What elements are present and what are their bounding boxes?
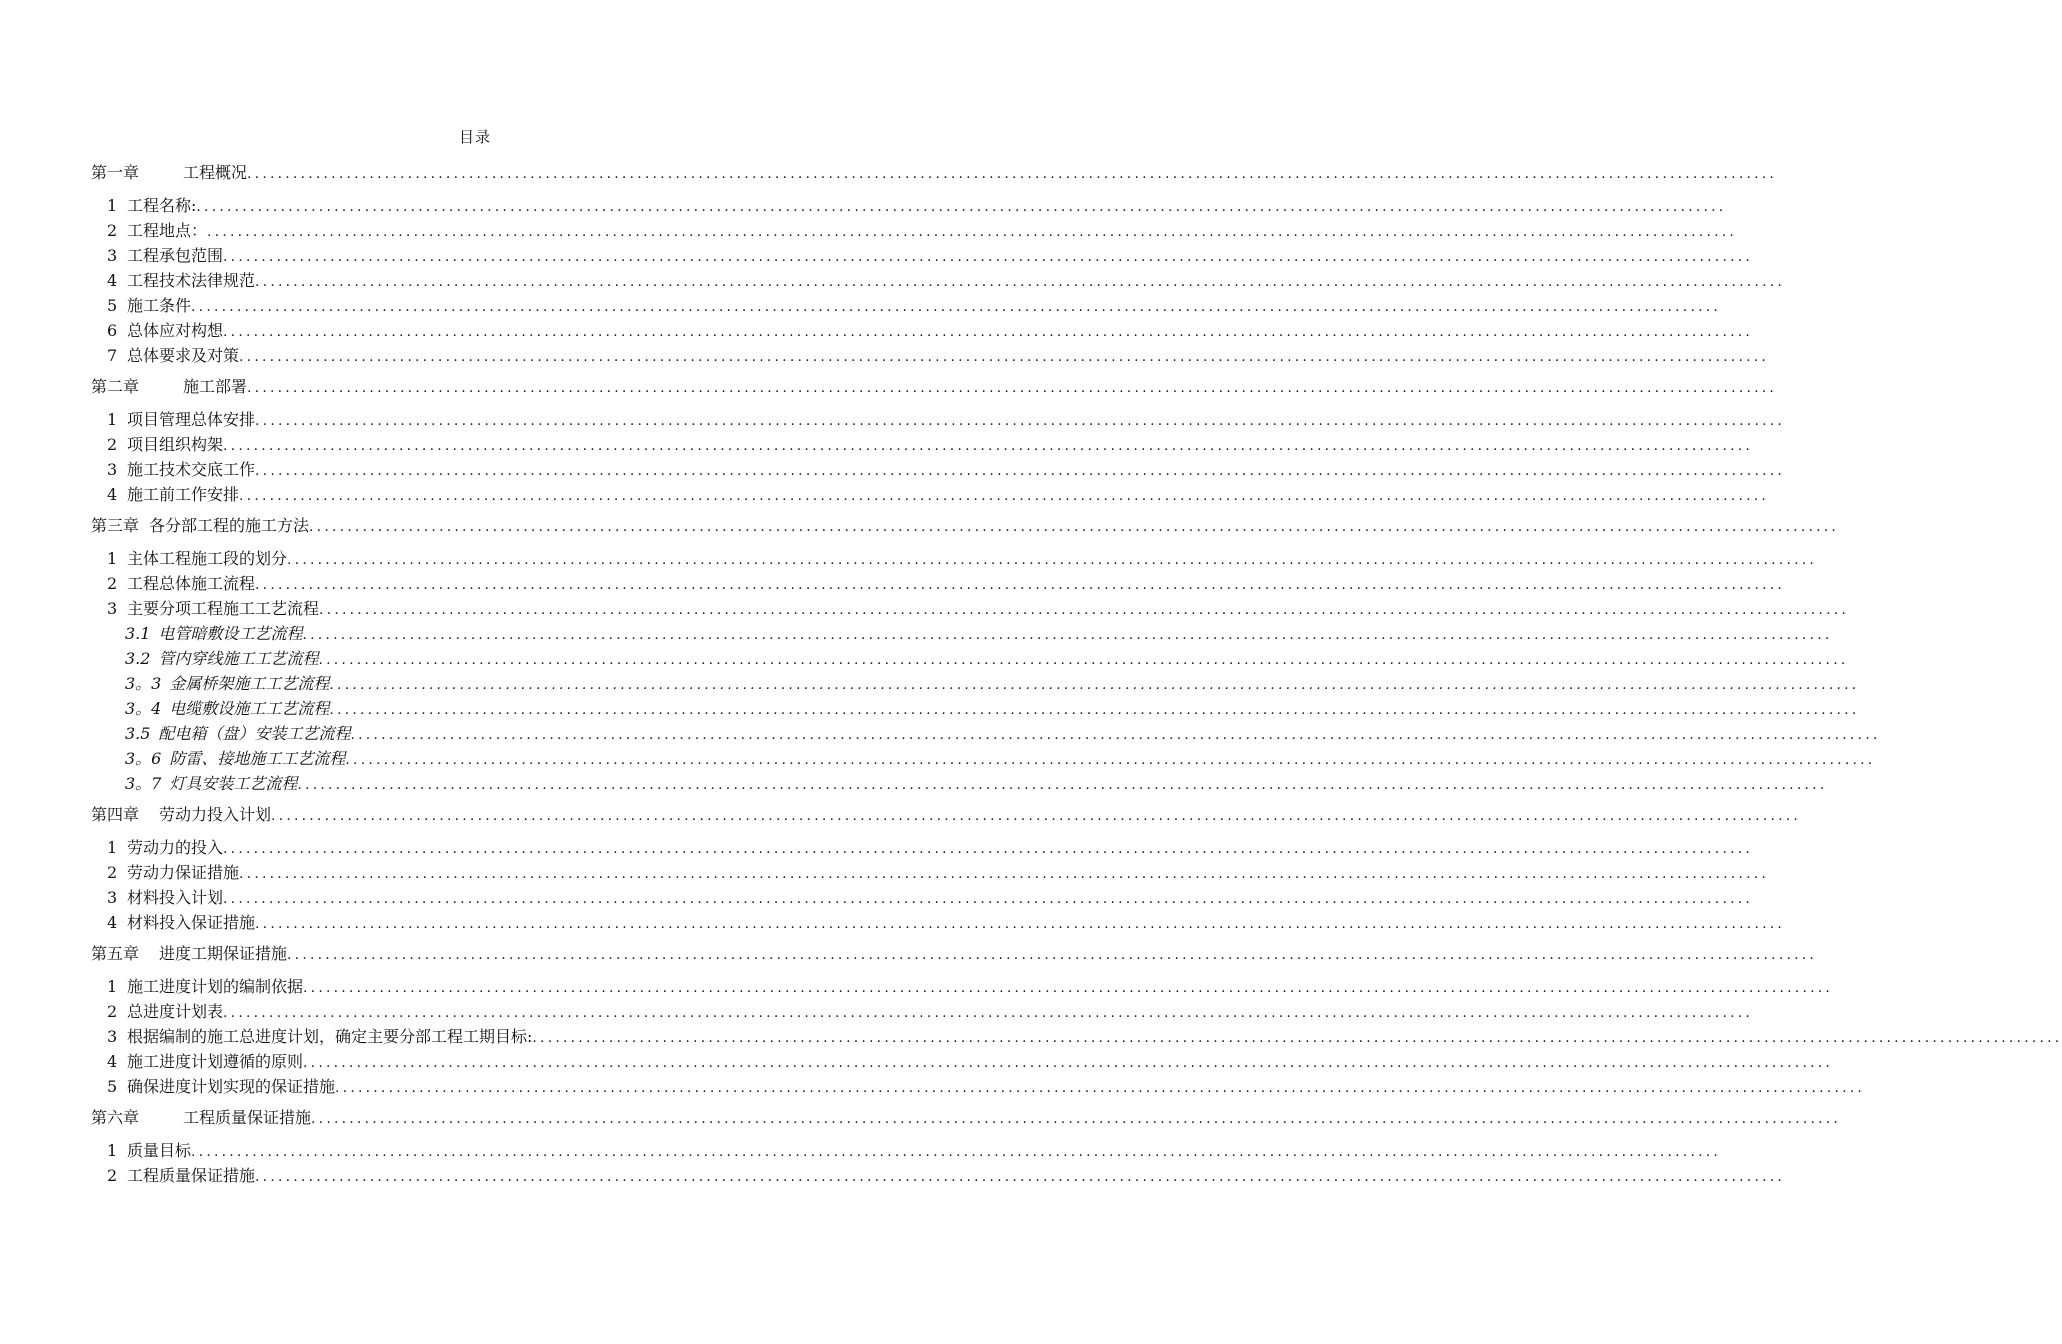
chapter-number: 第三章 xyxy=(91,516,140,535)
dot-leader: ........................................................................................................................................................................................................ xyxy=(255,274,1786,290)
toc-entry-label xyxy=(91,374,247,399)
section-number: 1 xyxy=(107,838,118,857)
dot-leader: ........................................................................................................................................................................................................ xyxy=(255,1169,1786,1185)
toc-entry-label xyxy=(107,999,223,1024)
chapter-title: 进度工期保证措施 xyxy=(159,944,288,963)
toc-title: 目录 xyxy=(458,128,491,146)
dot-leader: ........................................................................................................................................................................................................ xyxy=(319,602,1850,618)
toc-entry-label xyxy=(107,835,223,860)
dot-leader: ........................................................................................................................................................................................................ xyxy=(311,1111,1842,1127)
toc-entry-label xyxy=(91,160,247,185)
chapter-title: 工程质量保证措施 xyxy=(183,1108,312,1127)
dot-leader: ........................................................................................................................................................................................................ xyxy=(223,1005,1754,1021)
section-title: 电缆敷设施工工艺流程 xyxy=(169,699,330,718)
section-title: 材料投入计划 xyxy=(127,888,224,907)
dot-leader: ........................................................................................................................................................................................................ xyxy=(271,808,1802,824)
section-number: 3 xyxy=(107,1027,118,1046)
toc-entry-label xyxy=(107,1074,335,1099)
toc-section-entry[interactable] xyxy=(91,835,1754,860)
section-number: 3。4 xyxy=(125,699,162,718)
section-number: 2 xyxy=(107,1166,118,1185)
toc-chapter-entry[interactable] xyxy=(91,941,1818,966)
section-title: 根据编制的施工总进度计划，确定主要分部工程工期目标: xyxy=(127,1027,533,1046)
toc-section-entry[interactable] xyxy=(91,193,1727,218)
section-number: 3.5 xyxy=(125,724,151,743)
section-title: 总进度计划表 xyxy=(127,1002,224,1021)
toc-entry-label xyxy=(107,193,196,218)
section-number: 3。6 xyxy=(125,749,162,768)
dot-leader: ........................................................................................................................................................................................................ xyxy=(345,752,1876,768)
toc-section-entry[interactable] xyxy=(91,1163,1786,1188)
section-number: 1 xyxy=(107,196,118,215)
section-title: 施工进度计划的编制依据 xyxy=(127,977,304,996)
toc-section-entry[interactable] xyxy=(91,571,1786,596)
chapter-title: 劳动力投入计划 xyxy=(159,805,272,824)
toc-section-entry[interactable] xyxy=(91,860,1770,885)
toc-section-entry[interactable] xyxy=(91,343,1770,368)
dot-leader: ........................................................................................................................................................................................................ xyxy=(223,249,1754,265)
toc-entry-label xyxy=(107,1024,532,1049)
toc-subsection-entry[interactable] xyxy=(91,771,1828,796)
toc-entry-label xyxy=(107,218,207,243)
dot-leader: ........................................................................................................................................................................................................ xyxy=(239,349,1770,365)
toc-entry-label xyxy=(107,974,303,999)
chapter-number: 第四章 xyxy=(91,805,140,824)
toc-section-entry[interactable] xyxy=(91,318,1754,343)
toc-entry-label xyxy=(107,243,223,268)
chapter-number: 第一章 xyxy=(91,163,140,182)
section-title: 项目组织构架 xyxy=(127,435,224,454)
section-title: 配电箱（盘）安装工艺流程 xyxy=(158,724,351,743)
section-title: 电管暗敷设工艺流程 xyxy=(158,624,303,643)
section-number: 2 xyxy=(107,435,118,454)
toc-subsection-entry[interactable] xyxy=(91,621,1833,646)
section-title: 工程技术法律规范 xyxy=(127,271,256,290)
section-number: 3 xyxy=(107,888,118,907)
toc-entry-label xyxy=(125,646,318,671)
toc-subsection-entry[interactable] xyxy=(91,646,1849,671)
dot-leader: ........................................................................................................................................................................................................ xyxy=(255,463,1786,479)
section-number: 4 xyxy=(107,485,118,504)
section-title: 工程总体施工流程 xyxy=(127,574,256,593)
section-number: 4 xyxy=(107,1052,118,1071)
toc-entry-label xyxy=(125,746,345,771)
dot-leader: ........................................................................................................................................................................................................ xyxy=(287,947,1818,963)
toc-entry-label xyxy=(107,432,223,457)
chapter-number: 第二章 xyxy=(91,377,140,396)
toc-entry-label xyxy=(107,1138,191,1163)
dot-leader: ........................................................................................................................................................................................................ xyxy=(196,199,1727,215)
section-title: 工程地点： xyxy=(127,221,208,240)
toc-section-entry[interactable] xyxy=(91,243,1754,268)
section-title: 主体工程施工段的划分 xyxy=(127,549,288,568)
toc-entry-label xyxy=(107,318,223,343)
section-number: 3.2 xyxy=(125,649,151,668)
toc-entry-label xyxy=(91,802,271,827)
dot-leader: ........................................................................................................................................................................................................ xyxy=(191,299,1722,315)
toc-subsection-entry[interactable] xyxy=(91,746,1876,771)
toc-entry-label xyxy=(107,457,255,482)
section-title: 工程名称: xyxy=(127,196,197,215)
section-title: 灯具安装工艺流程 xyxy=(169,774,298,793)
dot-leader: ........................................................................................................................................................................................................ xyxy=(309,519,1840,535)
section-title: 材料投入保证措施 xyxy=(127,913,256,932)
dot-leader: ........................................................................................................................................................................................................ xyxy=(297,777,1828,793)
section-title: 施工前工作安排 xyxy=(127,485,240,504)
toc-entry-label xyxy=(91,513,309,538)
section-number: 5 xyxy=(107,1077,118,1096)
section-number: 4 xyxy=(107,271,118,290)
dot-leader: ........................................................................................................................................................................................................ xyxy=(287,552,1818,568)
toc-section-entry[interactable] xyxy=(91,407,1786,432)
dot-leader: ........................................................................................................................................................................................................ xyxy=(223,438,1754,454)
chapter-title: 各分部工程的施工方法 xyxy=(149,516,310,535)
toc-entry-label xyxy=(125,696,329,721)
section-number: 3.1 xyxy=(125,624,151,643)
section-title: 总体应对构想 xyxy=(127,321,224,340)
section-number: 3 xyxy=(107,246,118,265)
toc-section-entry[interactable] xyxy=(91,1024,2062,1049)
section-number: 3。3 xyxy=(125,674,162,693)
toc-chapter-entry[interactable] xyxy=(91,802,1802,827)
dot-leader: ........................................................................................................................................................................................................ xyxy=(329,702,1860,718)
section-number: 3 xyxy=(107,460,118,479)
section-title: 确保进度计划实现的保证措施 xyxy=(127,1077,336,1096)
section-number: 1 xyxy=(107,410,118,429)
dot-leader: ........................................................................................................................................................................................................ xyxy=(239,488,1770,504)
section-title: 管内穿线施工工艺流程 xyxy=(158,649,319,668)
table-of-contents xyxy=(91,160,2062,1188)
section-number: 1 xyxy=(107,1141,118,1160)
toc-entry-label xyxy=(107,1163,255,1188)
toc-entry-label xyxy=(107,885,223,910)
section-number: 2 xyxy=(107,863,118,882)
toc-section-entry[interactable] xyxy=(91,432,1754,457)
section-number: 2 xyxy=(107,574,118,593)
toc-entry-label xyxy=(107,407,255,432)
toc-entry-label xyxy=(125,721,350,746)
dot-leader: ........................................................................................................................................................................................................ xyxy=(303,1055,1834,1071)
toc-entry-label xyxy=(107,343,239,368)
dot-leader: ........................................................................................................................................................................................................ xyxy=(329,677,1860,693)
toc-chapter-entry[interactable] xyxy=(91,1105,1842,1130)
section-number: 6 xyxy=(107,321,118,340)
dot-leader: ........................................................................................................................................................................................................ xyxy=(223,324,1754,340)
dot-leader: ........................................................................................................................................................................................................ xyxy=(247,166,1778,182)
toc-entry-label xyxy=(107,482,239,507)
section-title: 质量目标 xyxy=(127,1141,192,1160)
dot-leader: ........................................................................................................................................................................................................ xyxy=(532,1030,2062,1046)
section-number: 3。7 xyxy=(125,774,162,793)
toc-chapter-entry[interactable] xyxy=(91,374,1778,399)
dot-leader: ........................................................................................................................................................................................................ xyxy=(303,980,1834,996)
toc-entry-label xyxy=(91,941,287,966)
section-title: 总体要求及对策 xyxy=(127,346,240,365)
section-number: 3 xyxy=(107,599,118,618)
toc-entry-label xyxy=(107,293,191,318)
toc-entry-label xyxy=(107,546,287,571)
dot-leader: ........................................................................................................................................................................................................ xyxy=(207,224,1738,240)
section-title: 工程承包范围 xyxy=(127,246,224,265)
section-number: 2 xyxy=(107,1002,118,1021)
dot-leader: ........................................................................................................................................................................................................ xyxy=(255,577,1786,593)
toc-subsection-entry[interactable] xyxy=(91,721,1881,746)
dot-leader: ........................................................................................................................................................................................................ xyxy=(223,841,1754,857)
chapter-number: 第五章 xyxy=(91,944,140,963)
section-title: 主要分项工程施工工艺流程 xyxy=(127,599,320,618)
dot-leader: ........................................................................................................................................................................................................ xyxy=(318,652,1849,668)
toc-entry-label xyxy=(125,621,302,646)
toc-section-entry[interactable] xyxy=(91,1138,1722,1163)
toc-chapter-entry[interactable] xyxy=(91,160,1778,185)
toc-subsection-entry[interactable] xyxy=(91,696,1860,721)
toc-section-entry[interactable] xyxy=(91,546,1818,571)
chapter-title: 施工部署 xyxy=(183,377,248,396)
section-title: 劳动力保证措施 xyxy=(127,863,240,882)
toc-entry-label xyxy=(107,860,239,885)
dot-leader: ........................................................................................................................................................................................................ xyxy=(191,1144,1722,1160)
dot-leader: ........................................................................................................................................................................................................ xyxy=(247,380,1778,396)
section-title: 劳动力的投入 xyxy=(127,838,224,857)
toc-entry-label xyxy=(107,268,255,293)
chapter-title: 工程概况 xyxy=(183,163,248,182)
section-number: 1 xyxy=(107,549,118,568)
toc-section-entry[interactable] xyxy=(91,885,1754,910)
section-title: 金属桥架施工工艺流程 xyxy=(169,674,330,693)
section-title: 施工技术交底工作 xyxy=(127,460,256,479)
section-number: 7 xyxy=(107,346,118,365)
section-title: 防雷、接地施工工艺流程 xyxy=(169,749,346,768)
dot-leader: ........................................................................................................................................................................................................ xyxy=(239,866,1770,882)
toc-chapter-entry[interactable] xyxy=(91,513,1840,538)
section-title: 项目管理总体安排 xyxy=(127,410,256,429)
toc-section-entry[interactable] xyxy=(91,268,1786,293)
toc-section-entry[interactable] xyxy=(91,999,1754,1024)
toc-entry-label xyxy=(125,771,297,796)
dot-leader: ........................................................................................................................................................................................................ xyxy=(335,1080,1866,1096)
toc-section-entry[interactable] xyxy=(91,293,1722,318)
toc-section-entry[interactable] xyxy=(91,457,1786,482)
dot-leader: ........................................................................................................................................................................................................ xyxy=(255,413,1786,429)
toc-entry-label xyxy=(91,1105,311,1130)
section-number: 1 xyxy=(107,977,118,996)
section-title: 施工条件 xyxy=(127,296,192,315)
toc-subsection-entry[interactable] xyxy=(91,671,1860,696)
section-title: 工程质量保证措施 xyxy=(127,1166,256,1185)
dot-leader: ........................................................................................................................................................................................................ xyxy=(302,627,1833,643)
toc-section-entry[interactable] xyxy=(91,596,1850,621)
chapter-number: 第六章 xyxy=(91,1108,140,1127)
section-number: 2 xyxy=(107,221,118,240)
toc-entry-label xyxy=(125,671,329,696)
toc-section-entry[interactable] xyxy=(91,482,1770,507)
toc-entry-label xyxy=(107,910,255,935)
toc-section-entry[interactable] xyxy=(91,1074,1866,1099)
dot-leader: ........................................................................................................................................................................................................ xyxy=(223,891,1754,907)
toc-entry-label xyxy=(107,571,255,596)
toc-entry-label xyxy=(107,1049,303,1074)
toc-entry-label xyxy=(107,596,319,621)
toc-section-entry[interactable] xyxy=(91,910,1786,935)
dot-leader: ........................................................................................................................................................................................................ xyxy=(255,916,1786,932)
toc-section-entry[interactable] xyxy=(91,974,1834,999)
toc-section-entry[interactable] xyxy=(91,218,1738,243)
section-number: 4 xyxy=(107,913,118,932)
section-number: 5 xyxy=(107,296,118,315)
toc-section-entry[interactable] xyxy=(91,1049,1834,1074)
dot-leader: ........................................................................................................................................................................................................ xyxy=(350,727,1881,743)
section-title: 施工进度计划遵循的原则 xyxy=(127,1052,304,1071)
